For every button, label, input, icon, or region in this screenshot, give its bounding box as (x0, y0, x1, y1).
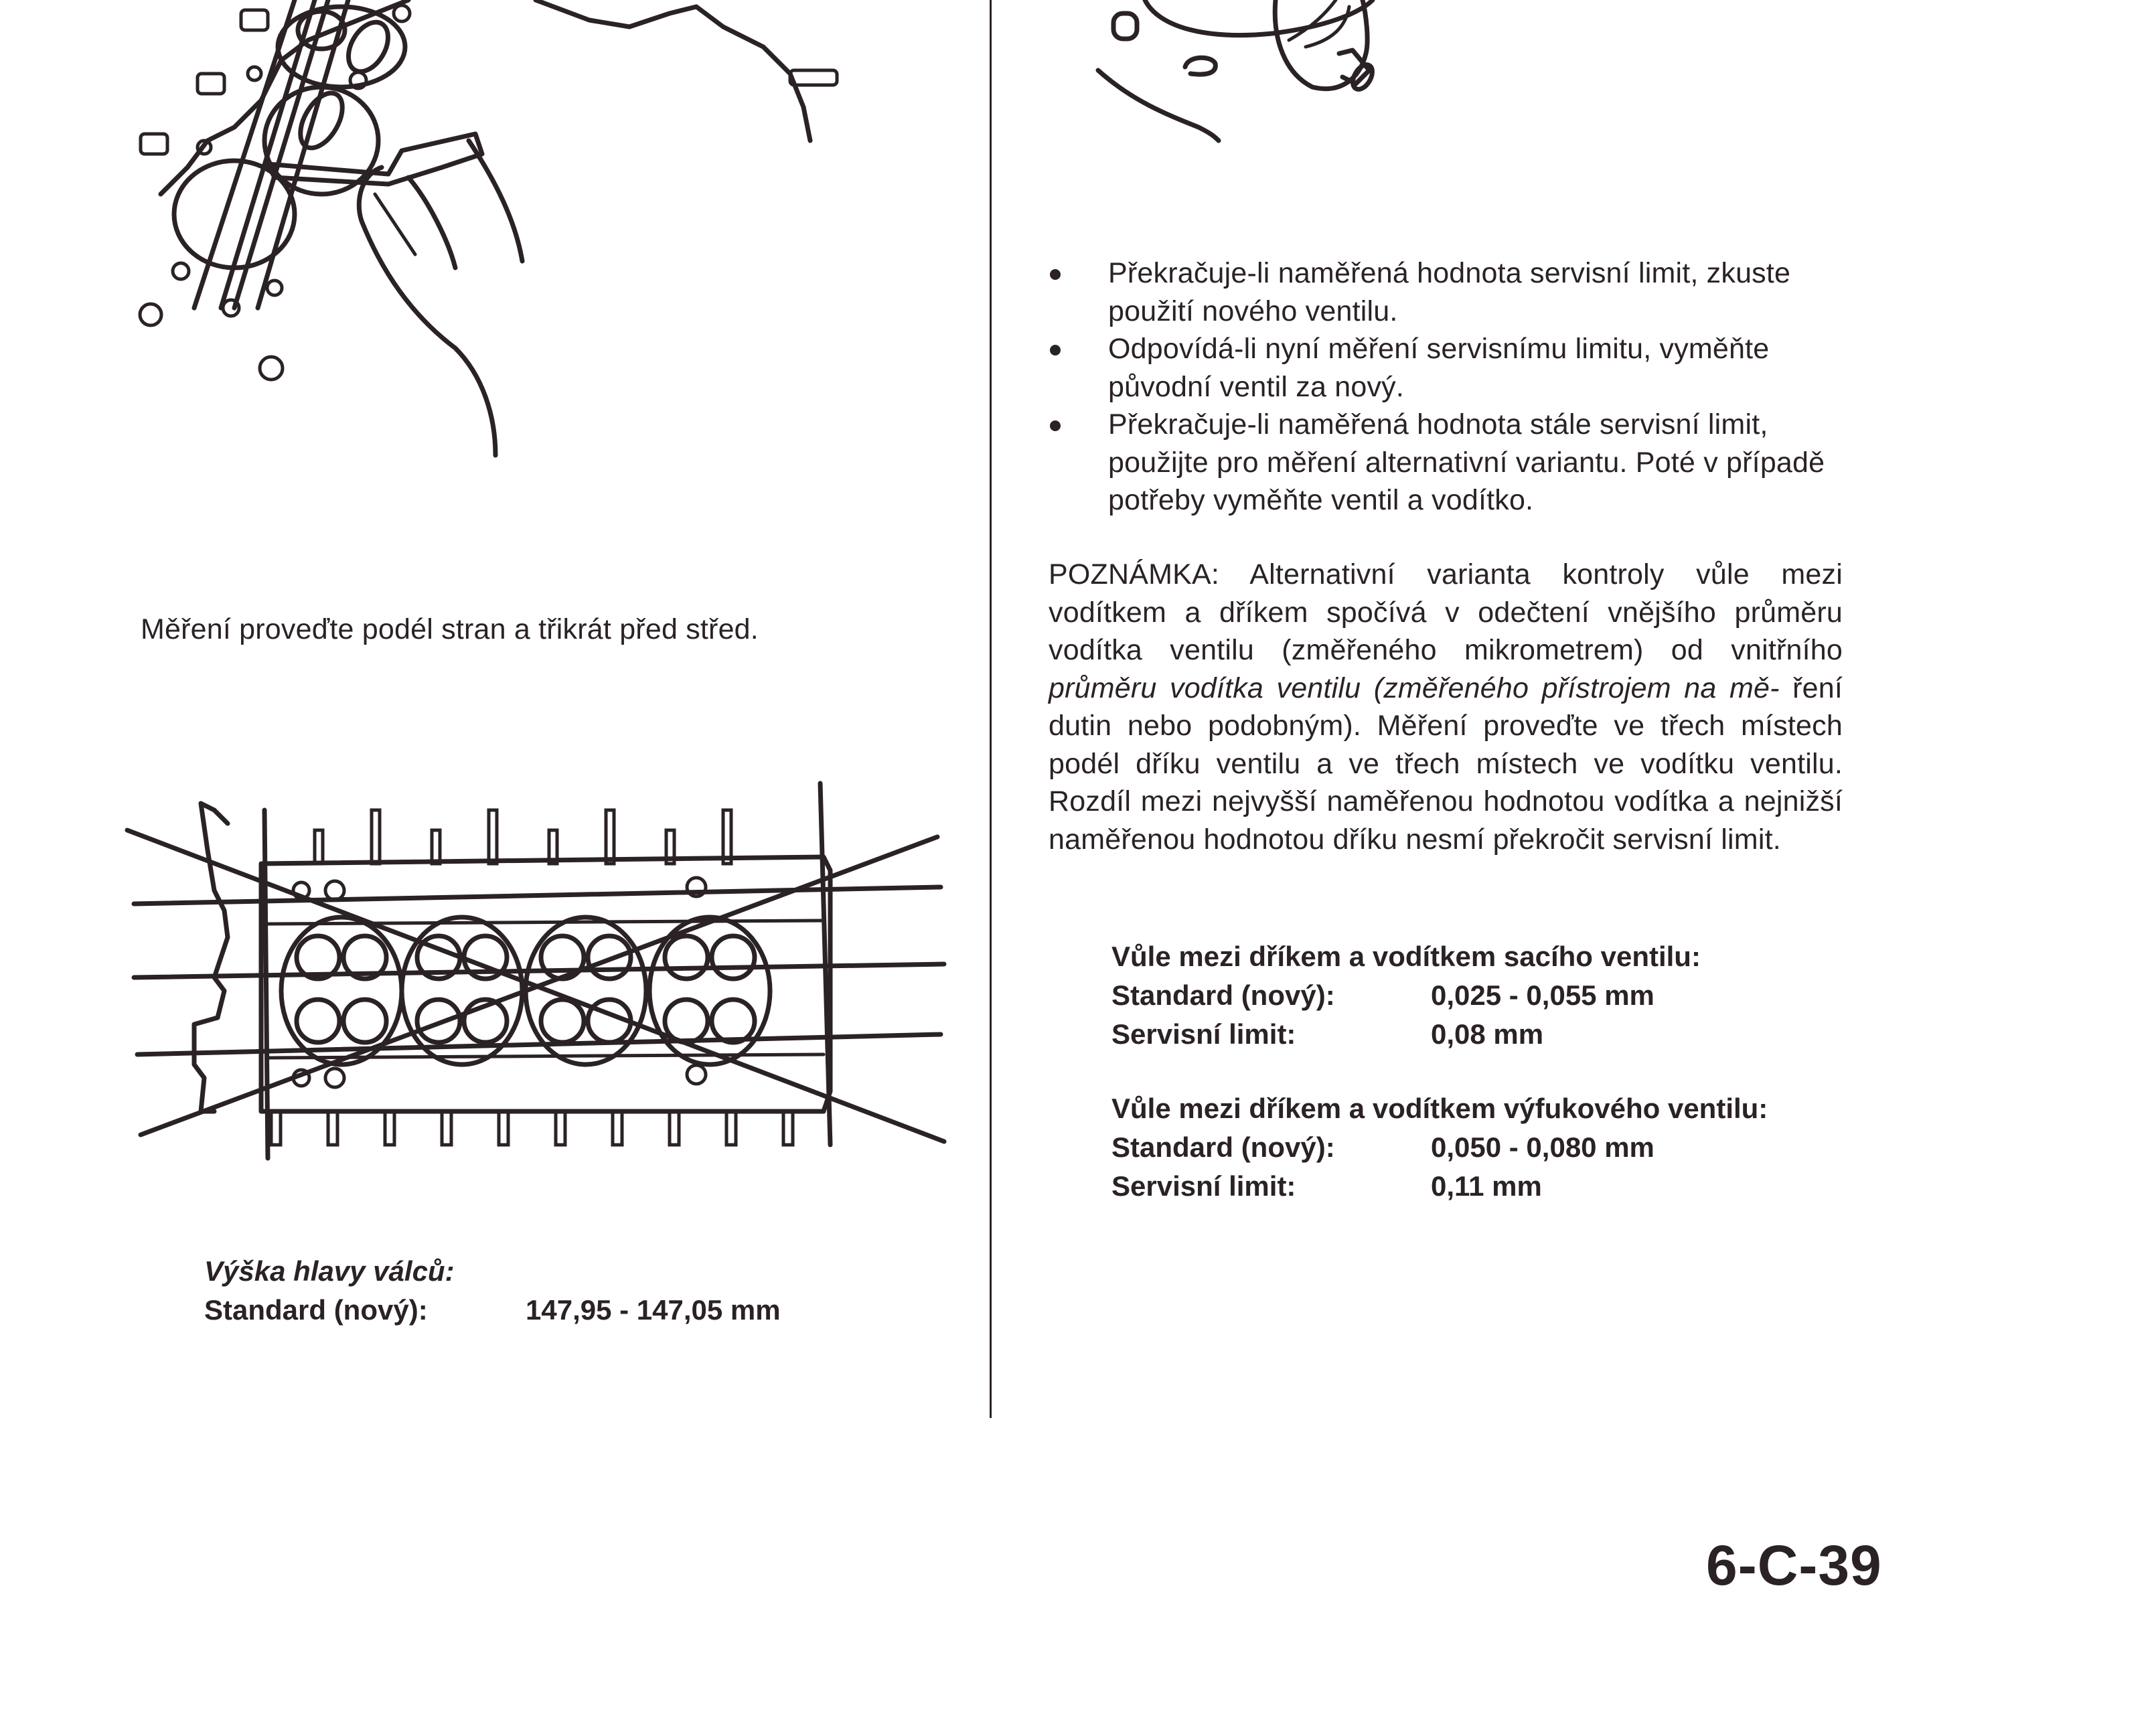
bullet-icon (1050, 269, 1061, 280)
measurement-caption: Měření proveďte podél stran a třikrát před střed. (141, 613, 759, 645)
note-text: POZNÁMKA: Alternativní varianta kontroly vůle mezi vodítkem a dříkem spočívá v odečtení vnějšího průměru vodítka ventilu (změřeného mikrometrem) od vnitřního (1049, 558, 1843, 666)
note-text: ření dutin nebo podobným). Měření proveďte ve třech místech podél dříku ventilu a ve třech místech ve vodítku ventilu. Rozdíl mezi nejvyšší naměřenou hodnotou vodítka a nejnižší naměřenou hodnotou dříku nesmí překročit servisní limit. (1049, 672, 1843, 856)
spec-row (204, 1291, 781, 1330)
spec-label: Standard (nový): (204, 1294, 428, 1326)
spec-value: 0,11 mm (1431, 1170, 1542, 1202)
bullet-icon (1050, 345, 1061, 356)
bullet-text: Překračuje-li naměřená hodnota stále servisní limit, použijte pro měření alternativní variantu. Poté v případě potřeby vyměňte ventil a vodítko. (1108, 408, 1825, 516)
spec-title: Vůle mezi dříkem a vodítkem sacího ventilu: (1111, 941, 1701, 972)
note-text-italic: průměru vodítka ventilu (změřeného přístrojem na mě- (1049, 672, 1780, 704)
bullet-item (1045, 330, 1841, 406)
spec-label: Servisní limit: (1111, 1170, 1296, 1202)
spec-value: 0,08 mm (1431, 1018, 1544, 1050)
column-divider (990, 0, 992, 1418)
spec-label: Standard (nový): (1111, 979, 1335, 1011)
exhaust-valve-clearance-spec (1111, 1089, 1768, 1206)
dial-indicator-illustration (1071, 0, 1607, 167)
cylinder-head-height-spec (204, 1252, 781, 1330)
cylinder-head-measurement-pattern (121, 736, 957, 1165)
spec-row (1111, 976, 1701, 1015)
bullet-text: Překračuje-li naměřená hodnota servisní limit, zkuste použití nového ventilu. (1108, 257, 1791, 327)
instruction-bullets (1045, 254, 1841, 520)
spec-value: 0,050 - 0,080 mm (1431, 1131, 1654, 1163)
spec-label: Servisní limit: (1111, 1018, 1296, 1050)
spec-value: 0,025 - 0,055 mm (1431, 979, 1654, 1011)
bullet-item (1045, 406, 1841, 520)
spec-label: Standard (nový): (1111, 1131, 1335, 1163)
spec-title: Vůle mezi dříkem a vodítkem výfukového ventilu: (1111, 1093, 1768, 1124)
intake-valve-clearance-spec (1111, 937, 1701, 1054)
spec-title: Výška hlavy válců: (204, 1255, 455, 1287)
note-paragraph (1049, 556, 1843, 858)
spec-row (1111, 1128, 1768, 1167)
bullet-text: Odpovídá-li nyní měření servisnímu limitu, vyměňte původní ventil za nový. (1108, 333, 1770, 403)
spec-row (1111, 1167, 1768, 1206)
spec-row (1111, 1015, 1701, 1054)
straightedge-feeler-gauge-illustration (121, 0, 957, 469)
spec-value: 147,95 - 147,05 mm (526, 1294, 781, 1326)
bullet-item (1045, 254, 1841, 330)
page-number: 6-C-39 (1706, 1534, 1882, 1597)
bullet-icon (1050, 420, 1061, 431)
